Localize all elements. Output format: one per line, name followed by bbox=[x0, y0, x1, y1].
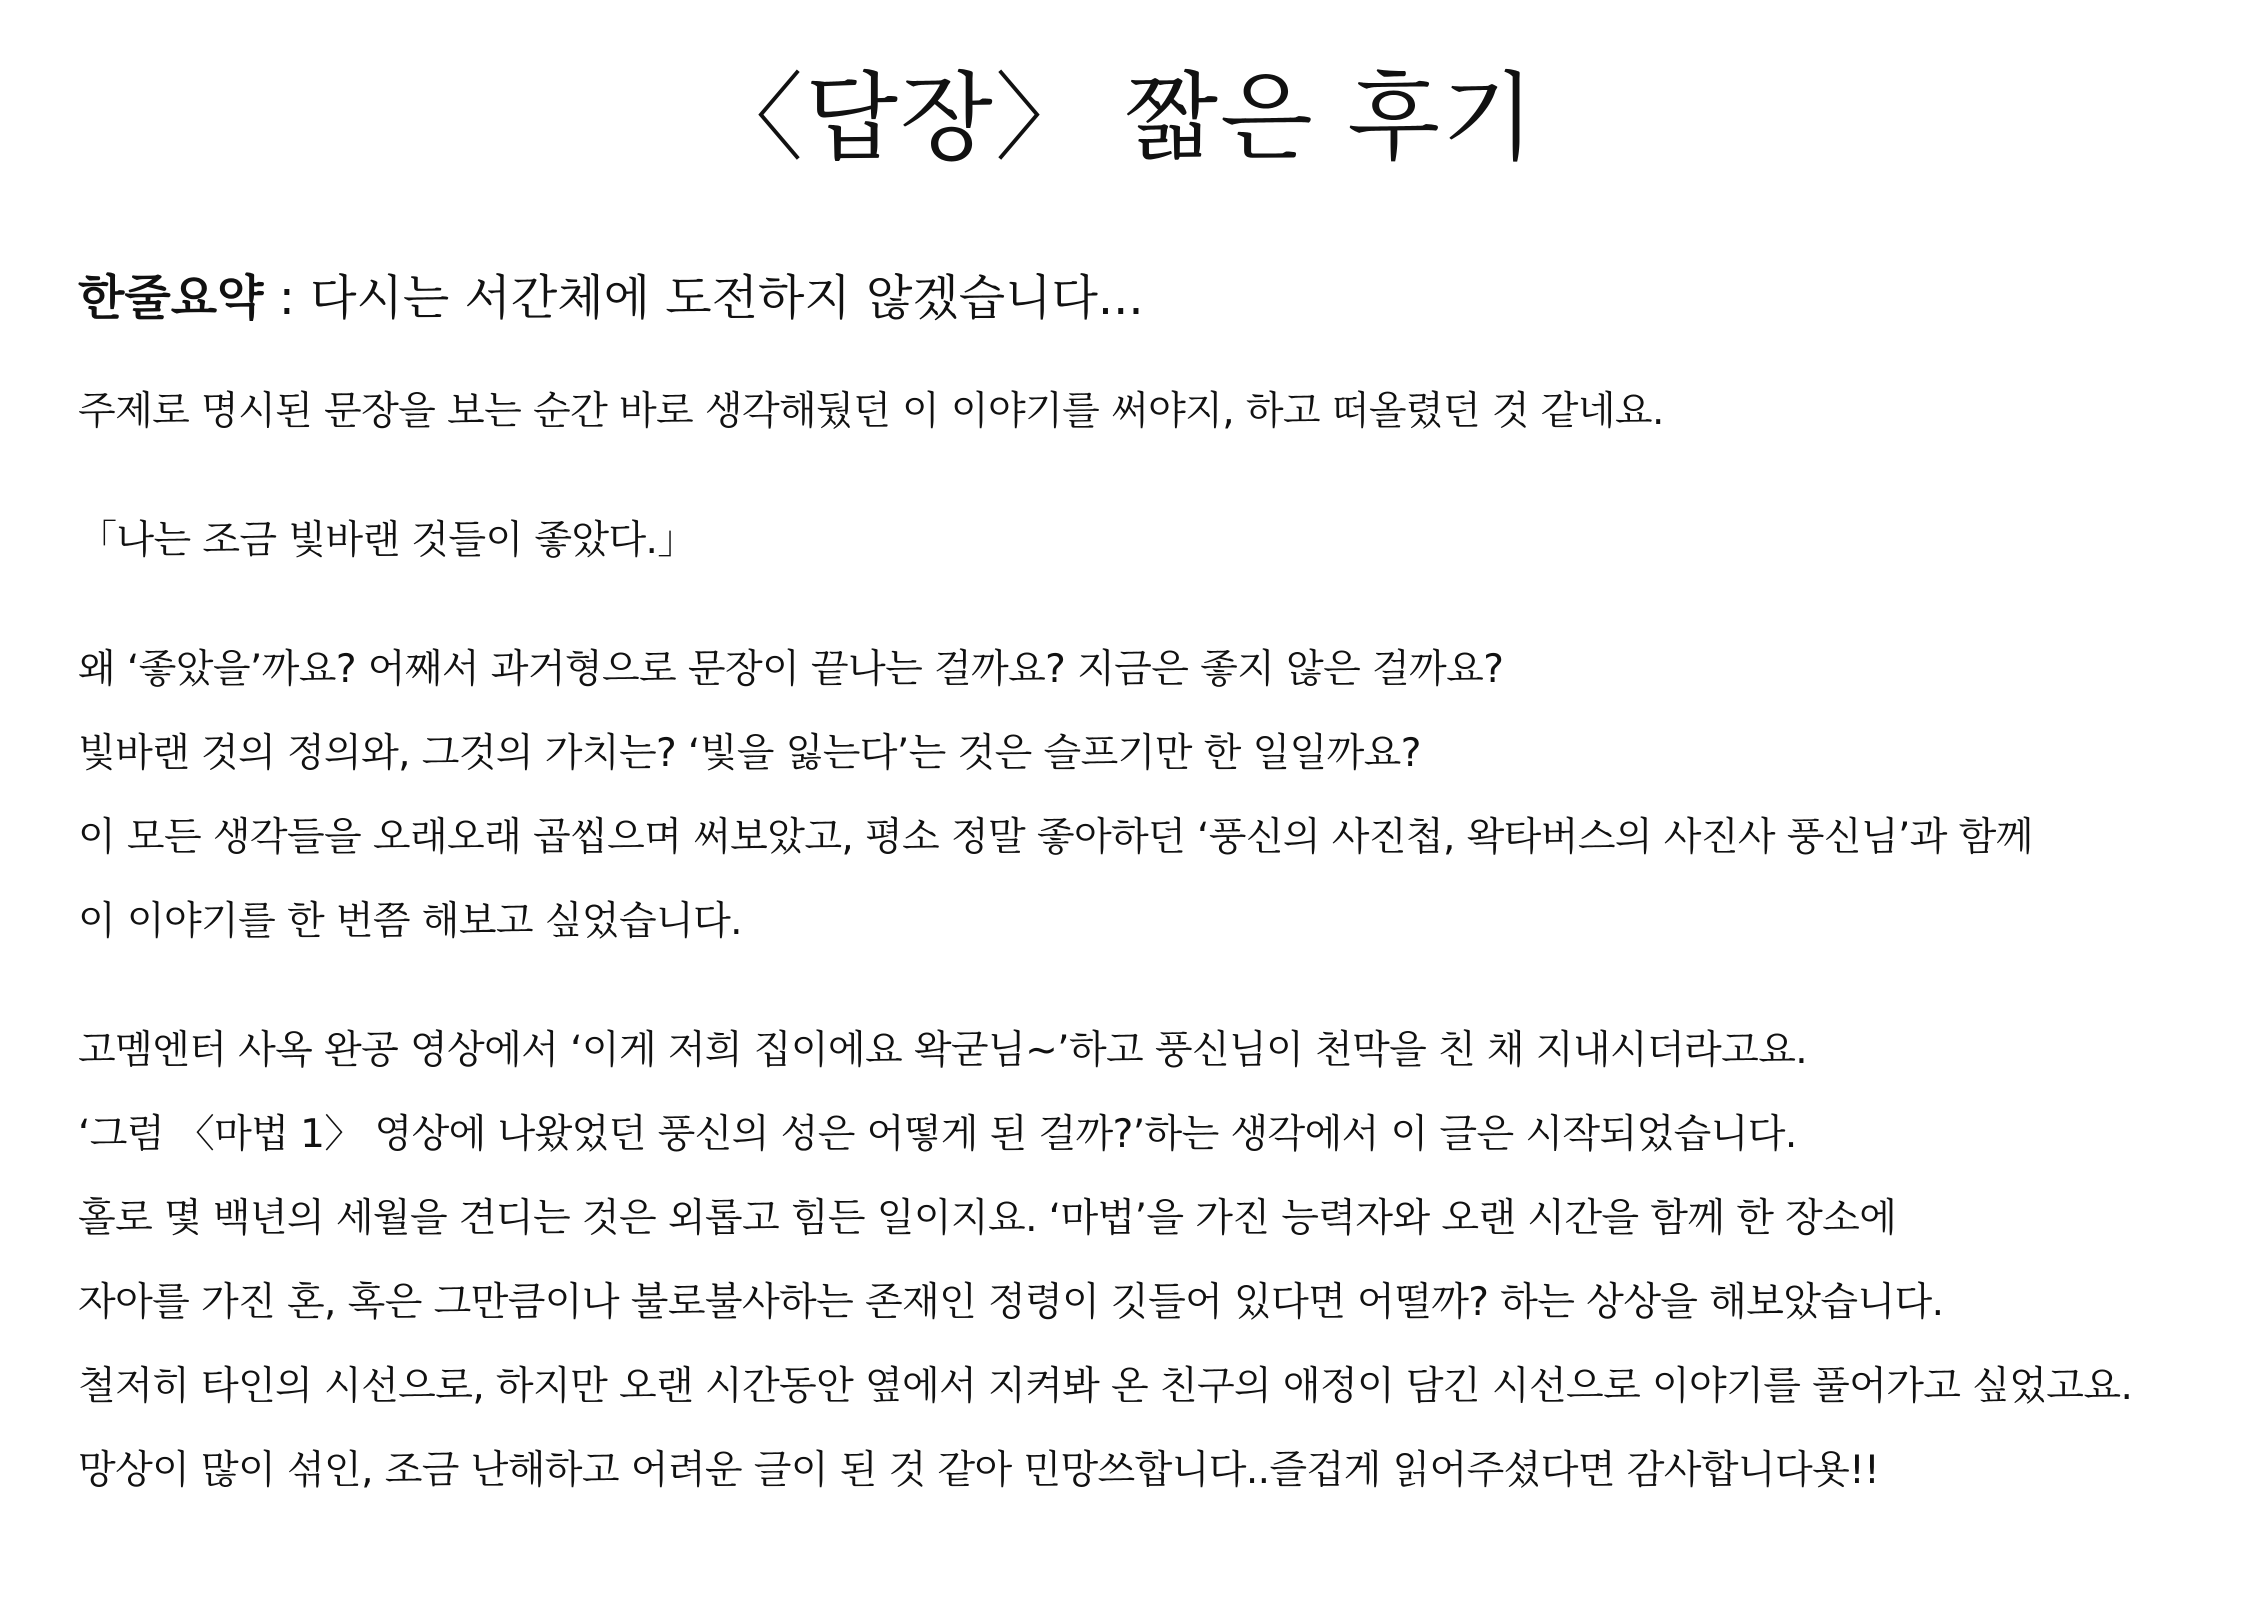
page-title: 〈답장〉 짧은 후기 bbox=[707, 62, 1537, 174]
paragraph-intro bbox=[78, 370, 2178, 454]
summary-line bbox=[78, 262, 2178, 334]
text-line: 주제로 명시된 문장을 보는 순간 바로 생각해뒀던 이 이야기를 써야지, 하고 떠올렸던 것 같네요. bbox=[78, 389, 1664, 434]
document-body bbox=[78, 262, 2178, 1558]
summary-label: 한줄요약 bbox=[78, 270, 264, 326]
text-line: 왜 ‘좋았을’까요? 어째서 과거형으로 문장이 끝나는 걸까요? 지금은 좋지 않은 걸까요? bbox=[78, 647, 1504, 692]
text-line: 이 모든 생각들을 오래오래 곱씹으며 써보았고, 평소 정말 좋아하던 ‘풍신의 사진첩, 왁타버스의 사진사 풍신님’과 함께 bbox=[78, 815, 2033, 860]
quote-line: 「나는 조금 빛바랜 것들이 좋았다.」 bbox=[78, 518, 696, 563]
text-line: 철저히 타인의 시선으로, 하지만 오랜 시간동안 옆에서 지켜봐 온 친구의 애정이 담긴 시선으로 이야기를 풀어가고 싶었고요. bbox=[78, 1364, 2133, 1409]
paragraph-questions bbox=[78, 628, 2178, 964]
paragraph-quote bbox=[78, 499, 2178, 583]
text-line: 빛바랜 것의 정의와, 그것의 가치는? ‘빛을 잃는다’는 것은 슬프기만 한 일일까요? bbox=[78, 731, 1421, 776]
summary-text: 다시는 서간체에 도전하지 않겠습니다... bbox=[310, 270, 1144, 326]
text-line: 고멤엔터 사옥 완공 영상에서 ‘이게 저희 집이에요 왁굳님~’하고 풍신님이 천막을 친 채 지내시더라고요. bbox=[78, 1028, 1808, 1073]
text-line: 망상이 많이 섞인, 조금 난해하고 어려운 글이 된 것 같아 민망쓰합니다..즐겁게 읽어주셨다면 감사합니다욧!! bbox=[78, 1448, 1880, 1493]
text-line: ‘그럼 〈마법 1〉 영상에 나왔었던 풍신의 성은 어떻게 된 걸까?’하는 생각에서 이 글은 시작되었습니다. bbox=[78, 1112, 1797, 1157]
text-line: 자아를 가진 혼, 혹은 그만큼이나 불로불사하는 존재인 정령이 깃들어 있다면 어떨까? 하는 상상을 해보았습니다. bbox=[78, 1280, 1944, 1325]
summary-separator: : bbox=[263, 270, 311, 326]
paragraph-background bbox=[78, 1009, 2178, 1513]
text-line: 홀로 몇 백년의 세월을 견디는 것은 외롭고 힘든 일이지요. ‘마법’을 가진 능력자와 오랜 시간을 함께 한 장소에 bbox=[78, 1196, 1897, 1241]
text-line: 이 이야기를 한 번쯤 해보고 싶었습니다. bbox=[78, 899, 742, 944]
